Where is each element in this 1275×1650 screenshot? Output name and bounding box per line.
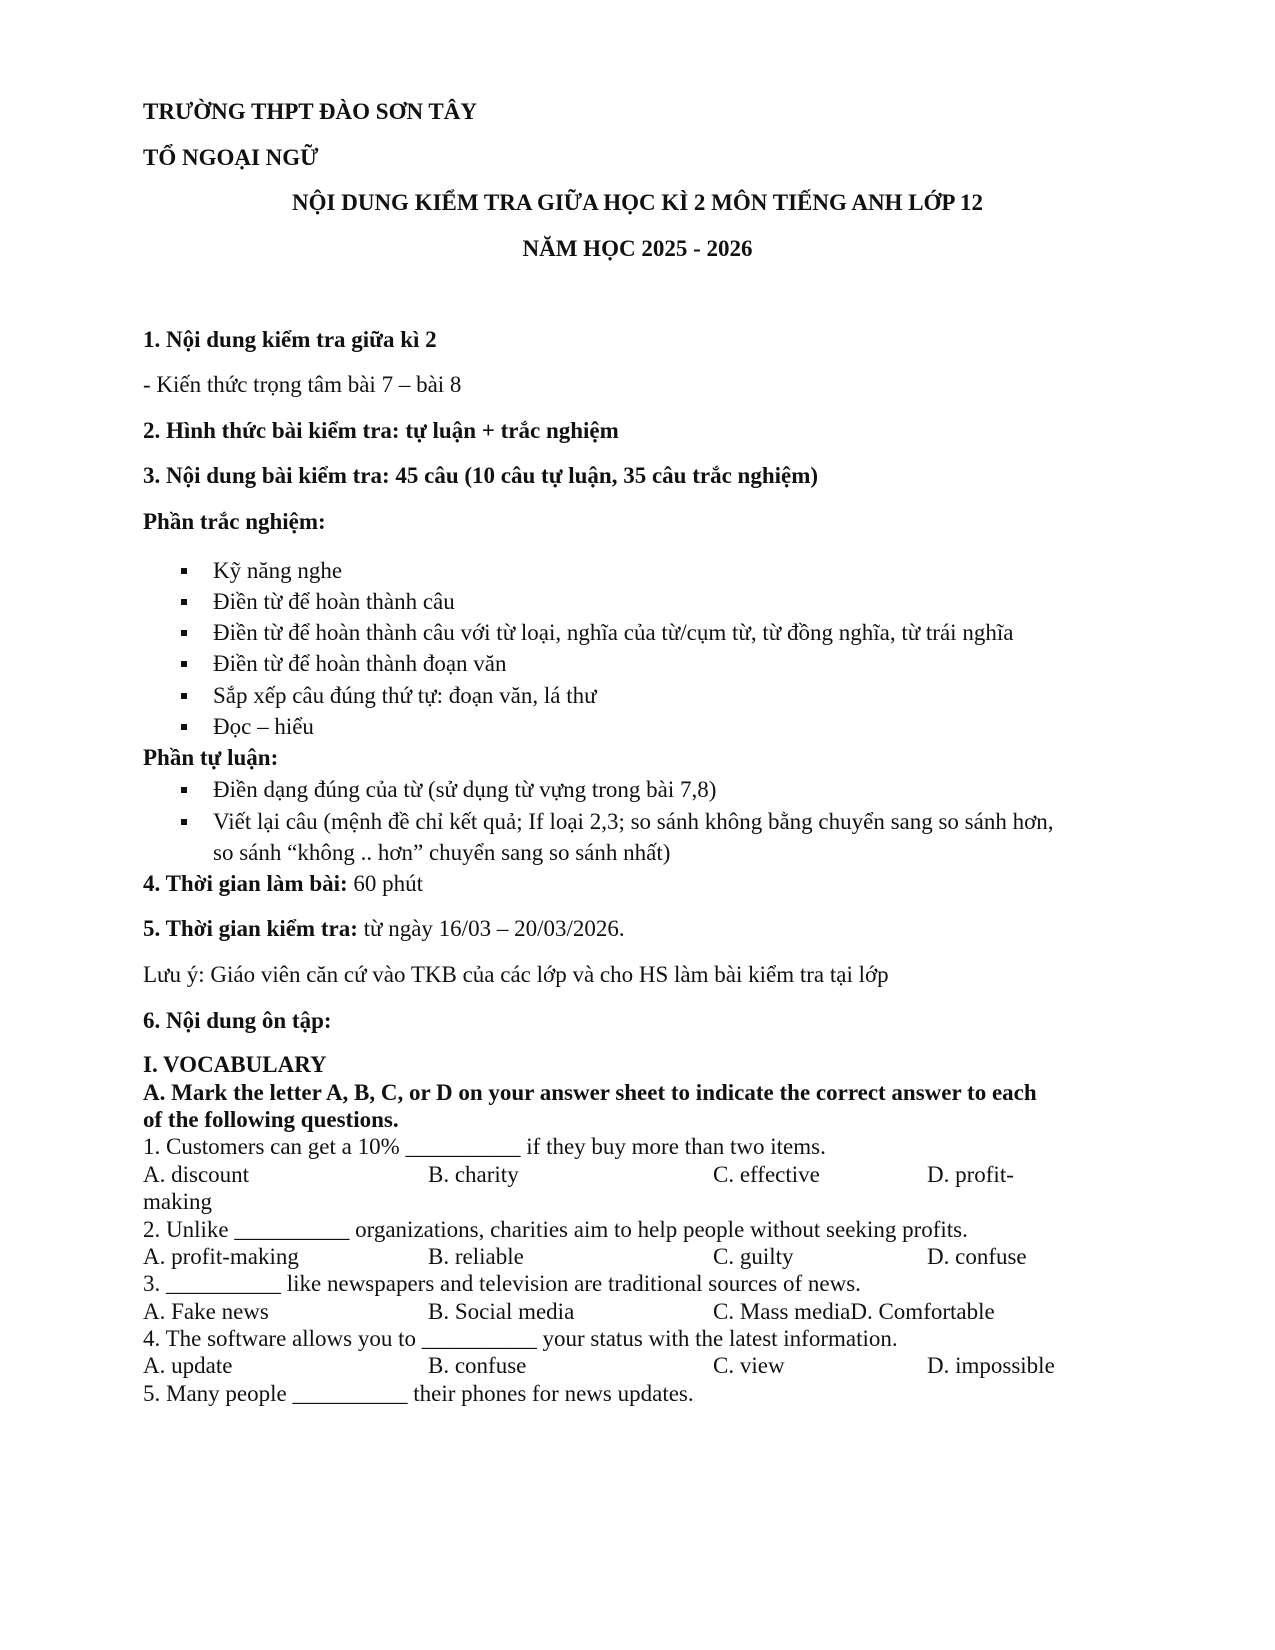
bullet-icon <box>181 693 187 699</box>
section-3-heading: 3. Nội dung bài kiểm tra: 45 câu (10 câu tự luận, 35 câu trắc nghiệm) <box>143 463 819 488</box>
section-1-text: - Kiến thức trọng tâm bài 7 – bài 8 <box>143 372 462 397</box>
list-item: Đọc – hiểu <box>213 714 314 739</box>
option-b: B. reliable <box>428 1244 524 1269</box>
option-d: D. confuse <box>927 1244 1027 1269</box>
instruction-line-1: A. Mark the letter A, B, C, or D on your answer sheet to indicate the correct answer to each <box>143 1080 1037 1105</box>
bullet-icon <box>181 599 187 605</box>
bullet-icon <box>181 661 187 667</box>
list-item: Kỹ năng nghe <box>213 558 343 583</box>
option-a: A. Fake news <box>143 1299 269 1324</box>
section-1-heading: 1. Nội dung kiểm tra giữa kì 2 <box>143 327 437 352</box>
school-year: NĂM HỌC 2025 - 2026 <box>522 236 753 261</box>
list-item-continuation: so sánh “không .. hơn” chuyển sang so sánh nhất) <box>213 840 671 865</box>
bullet-icon <box>181 630 187 636</box>
section-4-label: 4. Thời gian làm bài: <box>143 871 348 896</box>
list-item: Viết lại câu (mệnh đề chỉ kết quả; If loại 2,3; so sánh không bằng chuyển sang so sánh hơn, <box>213 809 1054 834</box>
option-b: B. Social media <box>428 1299 575 1324</box>
option-c: C. view <box>713 1353 785 1378</box>
list-item: Điền từ để hoàn thành câu <box>213 589 455 614</box>
section-5 <box>143 915 625 943</box>
list-item: Điền từ để hoàn thành câu với từ loại, nghĩa của từ/cụm từ, từ đồng nghĩa, từ trái nghĩa <box>213 620 1014 645</box>
option-a: A. update <box>143 1353 233 1378</box>
section-2-heading: 2. Hình thức bài kiểm tra: tự luận + trắc nghiệm <box>143 418 619 443</box>
question-5: 5. Many people __________ their phones for news updates. <box>143 1381 694 1406</box>
option-b: B. charity <box>428 1162 519 1187</box>
bullet-icon <box>181 787 187 793</box>
section-4 <box>143 870 423 898</box>
option-d: D. profit- <box>927 1162 1014 1187</box>
option-a: A. profit-making <box>143 1244 299 1269</box>
question-2: 2. Unlike __________ organizations, charities aim to help people without seeking profits. <box>143 1217 968 1242</box>
section-4-value: 60 phút <box>347 871 424 896</box>
bullet-icon <box>181 724 187 730</box>
list-item: Sắp xếp câu đúng thứ tự: đoạn văn, lá thư <box>213 683 597 708</box>
option-d-wrap: making <box>143 1189 212 1214</box>
essay-heading: Phần tự luận: <box>143 745 279 770</box>
option-c: C. guilty <box>713 1244 794 1269</box>
section-5-label: 5. Thời gian kiểm tra: <box>143 916 358 941</box>
list-item: Điền dạng đúng của từ (sử dụng từ vựng trong bài 7,8) <box>213 777 717 802</box>
multiple-choice-heading: Phần trắc nghiệm: <box>143 509 326 534</box>
question-4: 4. The software allows you to __________ your status with the latest information. <box>143 1326 898 1351</box>
section-6-heading: 6. Nội dung ôn tập: <box>143 1008 332 1033</box>
section-5-value: từ ngày 16/03 – 20/03/2026. <box>357 916 625 941</box>
school-name: TRƯỜNG THPT ĐÀO SƠN TÂY <box>143 99 477 124</box>
instruction-line-2: of the following questions. <box>143 1107 399 1132</box>
option-c-d: C. Mass mediaD. Comfortable <box>713 1299 995 1324</box>
note-text: Lưu ý: Giáo viên căn cứ vào TKB của các lớp và cho HS làm bài kiểm tra tại lớp <box>143 962 889 987</box>
vocabulary-heading: I. VOCABULARY <box>143 1052 327 1077</box>
option-c: C. effective <box>713 1162 820 1187</box>
question-3: 3. __________ like newspapers and television are traditional sources of news. <box>143 1271 861 1296</box>
document-title: NỘI DUNG KIỂM TRA GIỮA HỌC KÌ 2 MÔN TIẾNG ANH LỚP 12 <box>292 190 983 215</box>
bullet-icon <box>181 568 187 574</box>
option-a: A. discount <box>143 1162 250 1187</box>
list-item: Điền từ để hoàn thành đoạn văn <box>213 651 507 676</box>
question-1: 1. Customers can get a 10% __________ if they buy more than two items. <box>143 1134 826 1159</box>
option-d: D. impossible <box>927 1353 1055 1378</box>
department-name: TỔ NGOẠI NGỮ <box>143 145 319 170</box>
option-b: B. confuse <box>428 1353 527 1378</box>
bullet-icon <box>181 819 187 825</box>
